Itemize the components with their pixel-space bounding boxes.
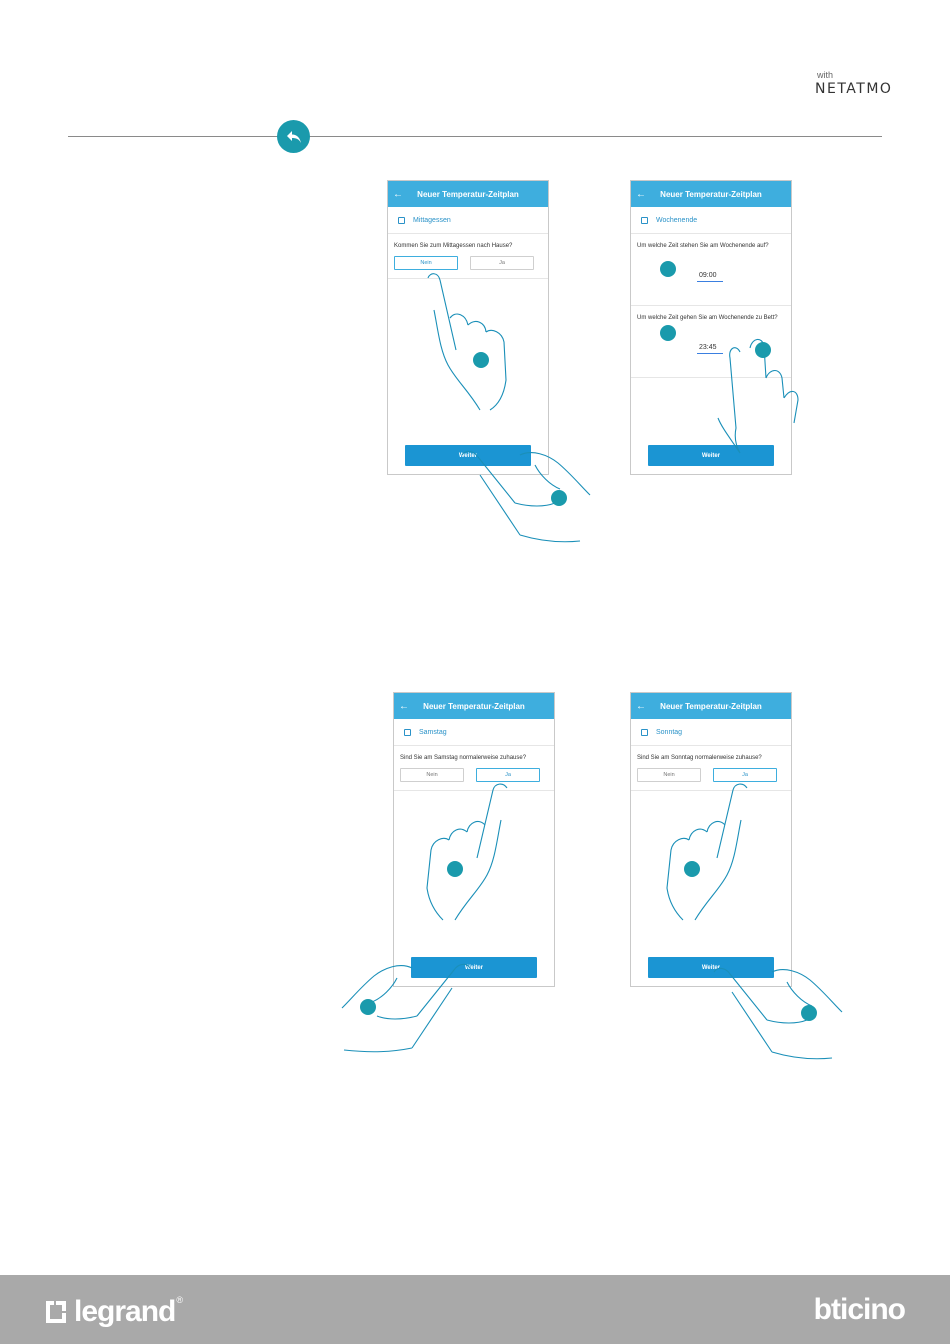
question-text: Kommen Sie zum Mittagessen nach Hause?: [394, 243, 513, 249]
bticino-logo: bticino: [813, 1293, 905, 1326]
hand-pointer-icon: [712, 962, 847, 1062]
option-nein[interactable]: Nein: [394, 256, 458, 270]
registered-mark: ®: [176, 1295, 183, 1305]
weiter-button[interactable]: Weiter: [411, 957, 537, 978]
step-marker: [360, 999, 376, 1015]
header-title: Neuer Temperatur-Zeitplan: [423, 701, 525, 711]
netatmo-logo: [815, 70, 892, 98]
question-text: Um welche Zeit gehen Sie am Wochenende zu Bett?: [637, 315, 778, 321]
step-marker: [755, 342, 771, 358]
step-marker: [660, 325, 676, 341]
calendar-icon: [398, 217, 405, 224]
top-divider: [68, 136, 882, 137]
step-marker: [447, 861, 463, 877]
app-header: [631, 693, 791, 719]
weiter-button[interactable]: Weiter: [648, 957, 774, 978]
back-arrow-icon[interactable]: ←: [399, 700, 409, 712]
option-nein[interactable]: Nein: [400, 768, 464, 782]
legrand-logo: [44, 1295, 183, 1329]
calendar-icon: [404, 729, 411, 736]
wake-time-value[interactable]: 09:00: [697, 272, 723, 282]
back-arrow-icon[interactable]: ←: [636, 188, 646, 200]
section-row: [631, 207, 791, 234]
netatmo-brand: NETATMO: [815, 81, 893, 97]
hand-pointer-icon: [420, 270, 530, 415]
question-text: Sind Sie am Samstag normalerweise zuhause?: [400, 755, 527, 761]
netatmo-with-label: with: [817, 70, 834, 80]
section-label: Wochenende: [656, 216, 698, 224]
step-marker: [660, 261, 676, 277]
weiter-button[interactable]: Weiter: [405, 445, 531, 466]
legrand-symbol-icon: [44, 1299, 68, 1325]
question-text: Sind Sie am Sonntag normalerweise zuhause?: [637, 755, 762, 761]
hand-pointer-icon: [415, 780, 515, 925]
app-header: [388, 181, 548, 207]
back-arrow-icon: [286, 130, 302, 144]
section-label: Samstag: [419, 728, 447, 736]
hand-pointer-icon: [710, 318, 805, 458]
wake-time-block: [631, 234, 791, 306]
calendar-icon: [641, 729, 648, 736]
step-marker: [684, 861, 700, 877]
option-nein[interactable]: Nein: [637, 768, 701, 782]
step-marker: [801, 1005, 817, 1021]
back-button[interactable]: [277, 120, 310, 153]
back-arrow-icon[interactable]: ←: [393, 188, 403, 200]
calendar-icon: [641, 217, 648, 224]
header-title: Neuer Temperatur-Zeitplan: [660, 701, 762, 711]
legrand-wordmark: legrand: [74, 1295, 176, 1328]
question-text: Um welche Zeit stehen Sie am Wochenende auf?: [637, 243, 769, 249]
app-header: [631, 181, 791, 207]
option-ja[interactable]: Ja: [713, 768, 777, 782]
option-ja[interactable]: Ja: [470, 256, 534, 270]
step-marker: [473, 352, 489, 368]
weiter-button[interactable]: Weiter: [648, 445, 774, 466]
hand-pointer-icon: [460, 445, 600, 545]
step-marker: [551, 490, 567, 506]
hand-pointer-icon: [655, 780, 755, 925]
header-title: Neuer Temperatur-Zeitplan: [660, 189, 762, 199]
app-header: [394, 693, 554, 719]
footer-bar: [0, 1275, 950, 1344]
bed-time-value[interactable]: 23:45: [697, 344, 723, 354]
section-label: Mittagessen: [413, 216, 451, 224]
back-arrow-icon[interactable]: ←: [636, 700, 646, 712]
option-ja[interactable]: Ja: [476, 768, 540, 782]
section-label: Sonntag: [656, 728, 683, 736]
section-row: [388, 207, 548, 234]
header-title: Neuer Temperatur-Zeitplan: [417, 189, 519, 199]
section-row: [394, 719, 554, 746]
section-row: [631, 719, 791, 746]
